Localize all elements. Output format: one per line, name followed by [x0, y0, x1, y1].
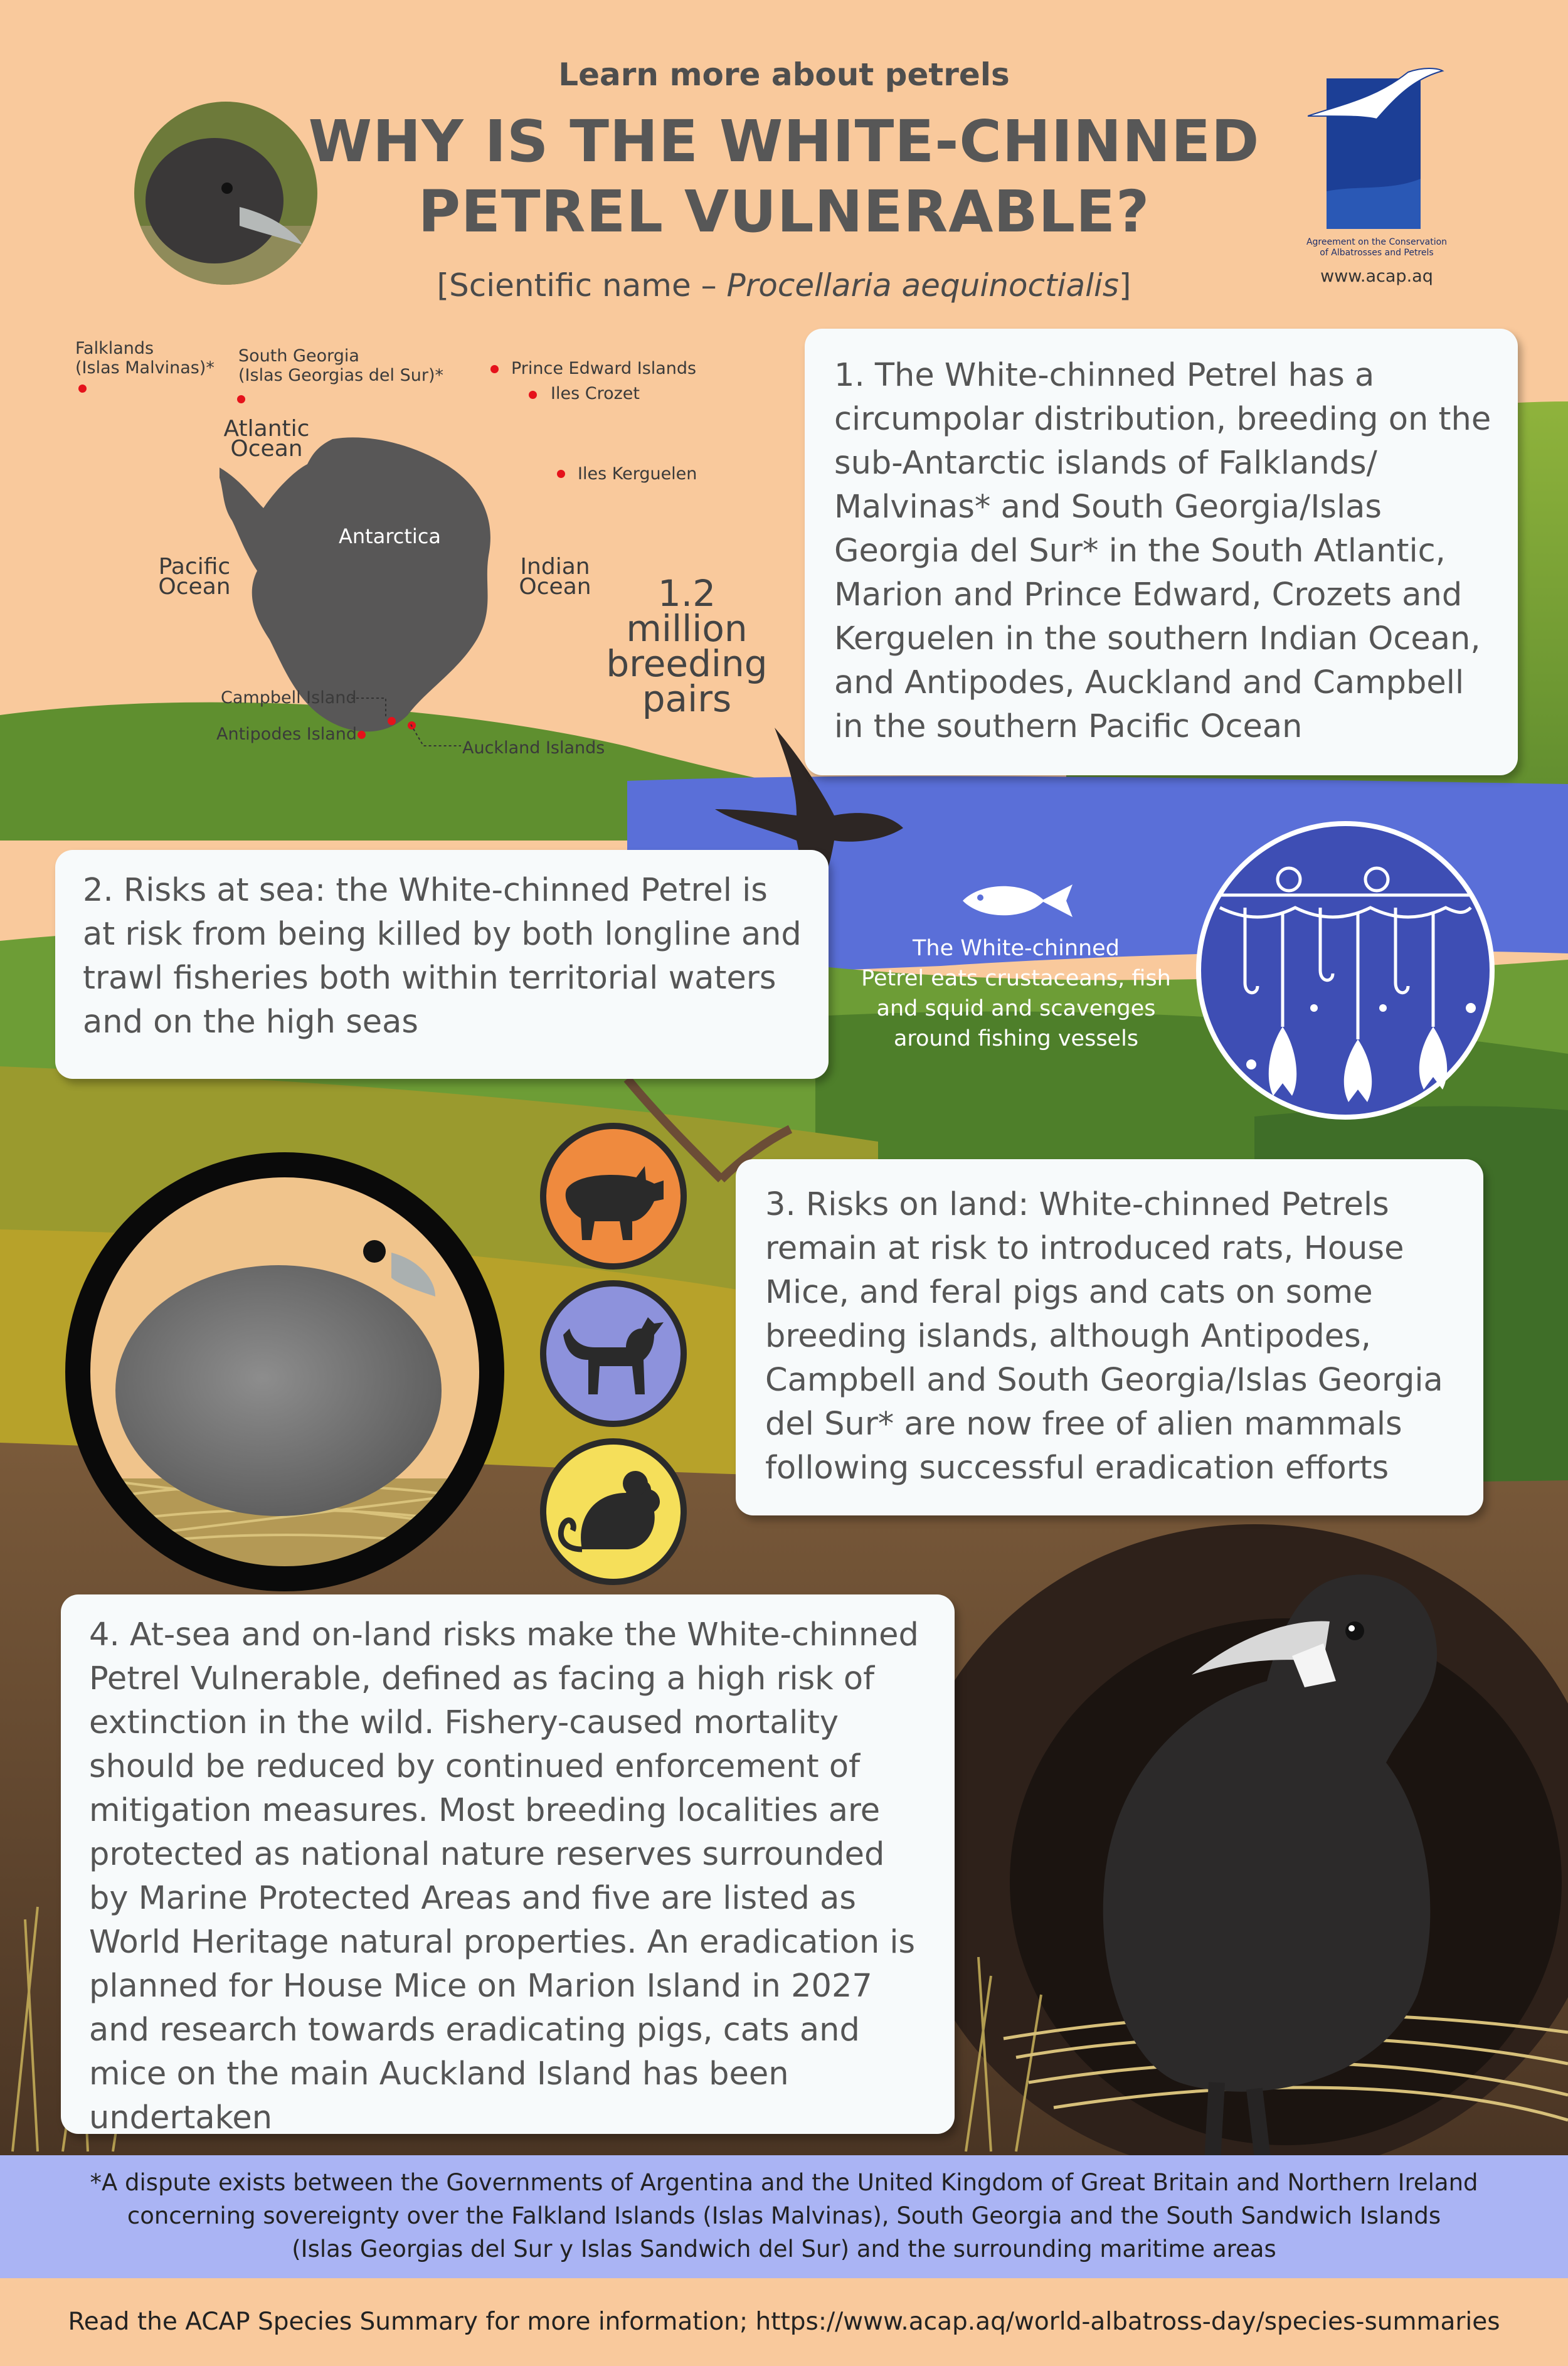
crozet-dot — [529, 391, 537, 399]
logo-caption-line2: of Albatrosses and Petrels — [1320, 248, 1434, 258]
auckland-label: Auckland Islands — [462, 738, 605, 758]
sci-prefix: [Scientific name – — [437, 267, 727, 304]
title-line-1: WHY IS THE WHITE-CHINNED — [308, 108, 1260, 175]
antipodes-label: Antipodes Island — [216, 724, 358, 744]
pairs-line-3: breeding — [606, 642, 768, 685]
kerguelen-dot — [557, 470, 565, 478]
footnote-line-3: (Islas Georgias del Sur y Islas Sandwich del Sur) and the surrounding maritime areas — [292, 2236, 1276, 2263]
sovereignty-footnote — [0, 2155, 1568, 2278]
fish-icon — [963, 881, 1073, 920]
map-leader-lines — [351, 693, 464, 753]
diet-line-4: around fishing vessels — [893, 1026, 1139, 1051]
continent-label: Antarctica — [339, 524, 442, 548]
footnote-line-2: concerning sovereignty over the Falkland Islands (Islas Malvinas), South Georgia and the South Sandwich Islands — [127, 2202, 1441, 2229]
diet-line-3: and squid and scavenges — [876, 996, 1156, 1021]
footnote-line-1: *A dispute exists between the Governments of Argentina and the United Kingdom of Great Britain and Northern Ireland — [90, 2169, 1478, 2196]
sci-name-italic: Procellaria aequinoctialis — [726, 267, 1119, 304]
campbell-label: Campbell Island — [221, 688, 357, 708]
header-subtitle: Learn more about petrels — [558, 56, 1010, 93]
longline-hooks-icon — [1195, 820, 1496, 1121]
breeding-pairs-stat — [596, 572, 778, 720]
south-georgia-label: South Georgia (Islas Georgias del Sur)* — [238, 346, 443, 385]
albatross-logo-icon — [1308, 66, 1446, 235]
prince-edward-label: Prince Edward Islands — [511, 359, 697, 378]
page-title — [301, 107, 1267, 247]
petrel-chick-illustration — [65, 1152, 504, 1591]
crozet-label: Iles Crozet — [551, 384, 640, 403]
falklands-label: Falklands (Islas Malvinas)* — [75, 339, 215, 378]
acap-url: www.acap.aq — [1320, 267, 1433, 286]
falklands-dot — [78, 385, 87, 393]
pairs-line-2: million — [626, 607, 748, 650]
acap-logo — [1308, 66, 1446, 238]
risks-at-sea-card: 2. Risks at sea: the White-chinned Petrel is at risk from being killed by both longline and trawl fisheries both within territorial waters and on the high seas — [55, 850, 829, 1079]
diet-caption — [856, 933, 1176, 1054]
vulnerable-status-card: 4. At-sea and on-land risks make the White-chinned Petrel Vulnerable, defined as facing a high risk of extinction in the wild. Fishery-caused mortality should be reduced by continued enforcement of mitigation measures. Most breeding localities are protected as national nature reserves surrounded by Marine Protected Areas and five are listed as World Heritage natural properties. An eradication is planned for House Mice on Marion Island in 2027 and research towards eradicating pigs, cats and mice on the main Auckland Island has been undertaken — [61, 1594, 955, 2134]
pig-icon — [538, 1121, 689, 1271]
rat-icon — [538, 1436, 689, 1587]
diet-line-1: The White-chinned — [913, 936, 1120, 961]
distribution-card: 1. The White-chinned Petrel has a circumpolar distribution, breeding on the sub-Antarctic islands of Falklands/ Malvinas* and South Georgia/Islas Georgia del Sur* in the South Atlantic, Marion and Prince Edward, Crozets and Kerguelen in the southern Indian Ocean, and Antipodes, Auckland and Campbell in the southern Pacific Ocean — [805, 329, 1518, 775]
sci-suffix: ] — [1118, 267, 1131, 304]
logo-caption — [1298, 237, 1455, 258]
cat-icon — [538, 1278, 689, 1429]
south-georgia-dot — [237, 395, 245, 403]
title-line-2: PETREL VULNERABLE? — [418, 178, 1150, 245]
kerguelen-label: Iles Kerguelen — [578, 464, 697, 484]
prince-edward-dot — [490, 365, 499, 373]
indian-ocean-label: Indian Ocean — [519, 554, 591, 600]
pairs-line-4: pairs — [642, 677, 732, 720]
risks-on-land-card: 3. Risks on land: White-chinned Petrels remain at risk to introduced rats, House Mice, and feral pigs and cats on some breeding islands, although Antipodes, Campbell and South Georgia/Islas Georgia del Sur* are now free of alien mammals following successful eradication efforts — [736, 1159, 1483, 1515]
petrel-portrait-photo — [133, 100, 319, 286]
pacific-ocean-label: Pacific Ocean — [158, 554, 231, 600]
atlantic-ocean-label: Atlantic Ocean — [223, 416, 310, 462]
logo-caption-line1: Agreement on the Conservation — [1306, 237, 1448, 247]
species-summary-link[interactable]: Read the ACAP Species Summary for more information; https://www.acap.aq/world-albatross-day/species-summaries — [0, 2278, 1568, 2366]
diet-line-2: Petrel eats crustaceans, fish — [861, 966, 1171, 991]
pairs-line-1: 1.2 — [657, 572, 716, 615]
